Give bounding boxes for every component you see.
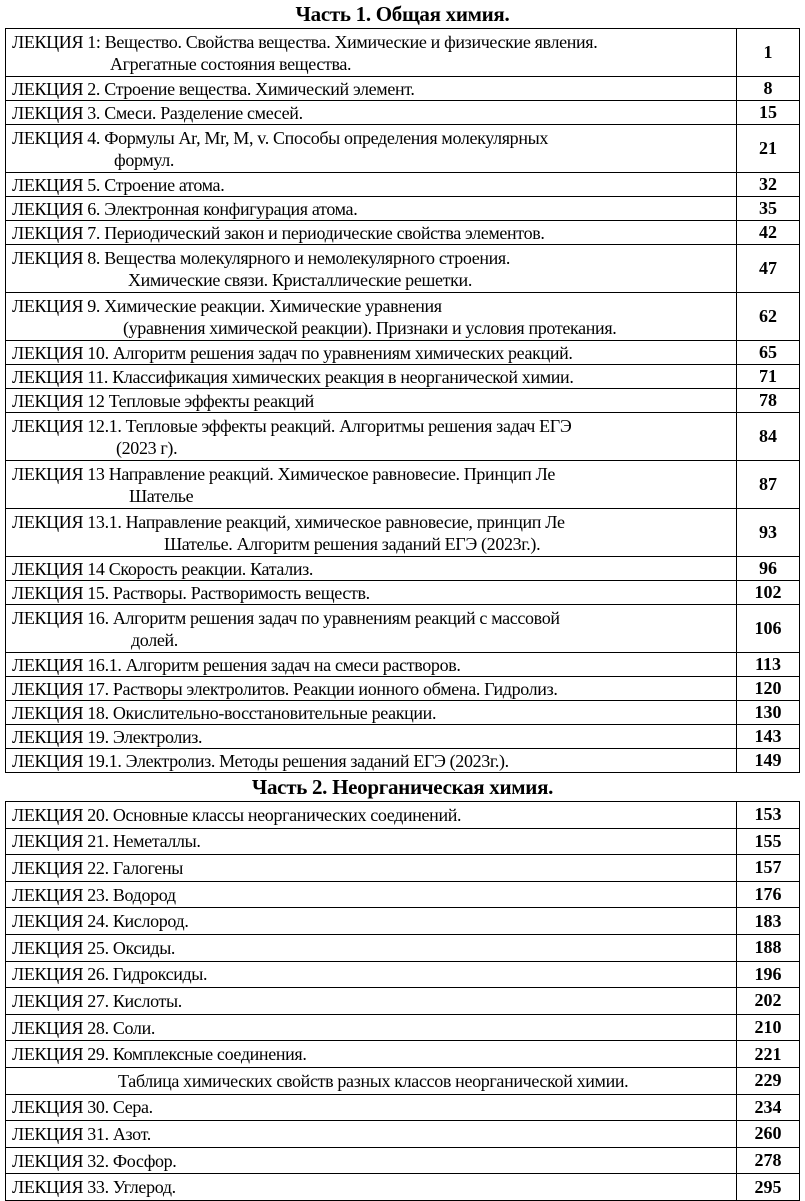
toc-row[interactable] bbox=[6, 341, 800, 365]
toc-row[interactable] bbox=[6, 461, 800, 509]
entry-title-line: ЛЕКЦИЯ 2. Строение вещества. Химический элемент. bbox=[12, 78, 415, 99]
page-number: 65 bbox=[737, 341, 800, 365]
entry-title-line: ЛЕКЦИЯ 21. Неметаллы. bbox=[12, 831, 201, 852]
toc-row[interactable] bbox=[6, 77, 800, 101]
toc-row[interactable] bbox=[6, 701, 800, 725]
toc-row[interactable] bbox=[6, 1147, 800, 1174]
entry-title-line: ЛЕКЦИЯ 7. Периодический закон и периодические свойства элементов. bbox=[12, 222, 545, 243]
page-number: 42 bbox=[737, 221, 800, 245]
toc-entry-title bbox=[6, 855, 737, 882]
toc-entry-title bbox=[6, 1121, 737, 1148]
toc-entry-title bbox=[6, 653, 737, 677]
section-title: Часть 1. Общая химия. bbox=[295, 2, 510, 26]
toc-row[interactable] bbox=[6, 1121, 800, 1148]
toc-row[interactable] bbox=[6, 828, 800, 855]
toc-table bbox=[5, 28, 800, 773]
entry-title-line: ЛЕКЦИЯ 4. Формулы Ar, Mr, M, v. Способы определения молекулярных bbox=[12, 127, 549, 148]
toc-row[interactable] bbox=[6, 749, 800, 773]
toc-entry-title bbox=[6, 1147, 737, 1174]
page-number: 143 bbox=[737, 725, 800, 749]
toc-entry-title bbox=[6, 1094, 737, 1121]
toc-row[interactable] bbox=[6, 557, 800, 581]
page-number: 96 bbox=[737, 557, 800, 581]
entry-title-line: ЛЕКЦИЯ 18. Окислительно-восстановительные реакции. bbox=[12, 702, 437, 723]
toc-entry-title bbox=[6, 934, 737, 961]
entry-title-line: ЛЕКЦИЯ 14 Скорость реакции. Катализ. bbox=[12, 558, 314, 579]
toc-entry-title bbox=[6, 365, 737, 389]
toc-entry-title bbox=[6, 389, 737, 413]
entry-title-line: ЛЕКЦИЯ 27. Кислоты. bbox=[12, 990, 182, 1011]
page-number: 113 bbox=[737, 653, 800, 677]
entry-title-line: ЛЕКЦИЯ 3. Смеси. Разделение смесей. bbox=[12, 102, 303, 123]
entry-title-line: ЛЕКЦИЯ 25. Оксиды. bbox=[12, 937, 176, 958]
toc-entry-title bbox=[6, 828, 737, 855]
entry-title-continuation: долей. bbox=[131, 629, 178, 650]
toc-row[interactable] bbox=[6, 908, 800, 935]
toc-table bbox=[5, 801, 800, 1201]
toc-row[interactable] bbox=[6, 221, 800, 245]
toc-entry-title bbox=[6, 701, 737, 725]
entry-title-continuation: Шателье. Алгоритм решения заданий ЕГЭ (2023г.). bbox=[164, 533, 541, 554]
page-number: 221 bbox=[737, 1041, 800, 1068]
toc-row[interactable] bbox=[6, 29, 800, 77]
toc-row[interactable] bbox=[6, 653, 800, 677]
entry-title-line: ЛЕКЦИЯ 1: Вещество. Свойства вещества. Химические и физические явления. bbox=[12, 31, 598, 52]
entry-title-line: ЛЕКЦИЯ 15. Растворы. Растворимость веществ. bbox=[12, 582, 370, 603]
page-number: 47 bbox=[737, 245, 800, 293]
toc-entry-title bbox=[6, 77, 737, 101]
toc-row[interactable] bbox=[6, 293, 800, 341]
toc-row[interactable] bbox=[6, 389, 800, 413]
entry-title-line: ЛЕКЦИЯ 12.1. Тепловые эффекты реакций. Алгоритмы решения задач ЕГЭ bbox=[12, 415, 572, 436]
entry-title-continuation: (2023 г). bbox=[116, 437, 178, 458]
page-number: 62 bbox=[737, 293, 800, 341]
toc-row[interactable] bbox=[6, 1174, 800, 1201]
toc-entry-title bbox=[6, 725, 737, 749]
toc-entry-title bbox=[6, 802, 737, 829]
entry-title-line: ЛЕКЦИЯ 23. Водород bbox=[12, 884, 176, 905]
page-number: 93 bbox=[737, 509, 800, 557]
entry-title-line: ЛЕКЦИЯ 20. Основные классы неорганических соединений. bbox=[12, 804, 462, 825]
entry-title-line: ЛЕКЦИЯ 19. Электролиз. bbox=[12, 726, 203, 747]
page-number: 188 bbox=[737, 934, 800, 961]
toc-entry-title bbox=[6, 125, 737, 173]
page-number: 210 bbox=[737, 1014, 800, 1041]
toc-entry-title bbox=[6, 341, 737, 365]
entry-title-line: ЛЕКЦИЯ 12 Тепловые эффекты реакций bbox=[12, 390, 314, 411]
entry-title-line: ЛЕКЦИЯ 33. Углерод. bbox=[12, 1177, 176, 1198]
entry-title-line: ЛЕКЦИЯ 16. Алгоритм решения задач по уравнениям реакций с массовой bbox=[12, 607, 560, 628]
entry-title-line: Таблица химических свойств разных классов неорганической химии. bbox=[118, 1070, 629, 1091]
toc-entry-title bbox=[6, 173, 737, 197]
entry-title-line: ЛЕКЦИЯ 24. Кислород. bbox=[12, 911, 189, 932]
toc-row[interactable] bbox=[6, 988, 800, 1015]
entry-title-line: ЛЕКЦИЯ 6. Электронная конфигурация атома. bbox=[12, 198, 358, 219]
page-number: 84 bbox=[737, 413, 800, 461]
page-number: 102 bbox=[737, 581, 800, 605]
toc-entry-title bbox=[6, 881, 737, 908]
toc-row[interactable] bbox=[6, 605, 800, 653]
toc-row[interactable] bbox=[6, 961, 800, 988]
toc-entry-title bbox=[6, 1174, 737, 1201]
page-number: 234 bbox=[737, 1094, 800, 1121]
toc-row[interactable] bbox=[6, 725, 800, 749]
toc-entry-title bbox=[6, 677, 737, 701]
toc-entry-title bbox=[6, 749, 737, 773]
entry-title-line: ЛЕКЦИЯ 28. Соли. bbox=[12, 1017, 155, 1038]
page-number: 21 bbox=[737, 125, 800, 173]
page-number: 202 bbox=[737, 988, 800, 1015]
entry-title-line: ЛЕКЦИЯ 29. Комплексные соединения. bbox=[12, 1044, 307, 1065]
toc-entry-title bbox=[6, 557, 737, 581]
page-number: 153 bbox=[737, 802, 800, 829]
toc-entry-title bbox=[6, 245, 737, 293]
toc-row[interactable] bbox=[6, 173, 800, 197]
page-number: 1 bbox=[737, 29, 800, 77]
toc-entry-title bbox=[6, 221, 737, 245]
toc-row[interactable] bbox=[6, 1041, 800, 1068]
toc-row[interactable] bbox=[6, 677, 800, 701]
page-number: 260 bbox=[737, 1121, 800, 1148]
entry-title-line: ЛЕКЦИЯ 9. Химические реакции. Химические уравнения bbox=[12, 295, 442, 316]
toc-row[interactable] bbox=[6, 934, 800, 961]
toc-entry-title bbox=[6, 961, 737, 988]
toc-row[interactable] bbox=[6, 881, 800, 908]
toc-row[interactable] bbox=[6, 802, 800, 829]
page-number: 71 bbox=[737, 365, 800, 389]
toc-row[interactable] bbox=[6, 197, 800, 221]
toc-entry-title bbox=[6, 293, 737, 341]
entry-title-line: ЛЕКЦИЯ 30. Сера. bbox=[12, 1097, 153, 1118]
entry-title-continuation: Агрегатные состояния вещества. bbox=[110, 53, 352, 74]
toc-entry-title bbox=[6, 988, 737, 1015]
page-number: 149 bbox=[737, 749, 800, 773]
toc-row[interactable] bbox=[6, 413, 800, 461]
page-number: 229 bbox=[737, 1067, 800, 1094]
toc-entry-title bbox=[6, 581, 737, 605]
toc-row[interactable] bbox=[6, 365, 800, 389]
page-number: 155 bbox=[737, 828, 800, 855]
toc-row[interactable] bbox=[6, 581, 800, 605]
page-number: 196 bbox=[737, 961, 800, 988]
toc-row[interactable] bbox=[6, 125, 800, 173]
page-number: 157 bbox=[737, 855, 800, 882]
toc-entry-title bbox=[6, 1014, 737, 1041]
toc-row[interactable] bbox=[6, 509, 800, 557]
page-number: 35 bbox=[737, 197, 800, 221]
toc-row[interactable] bbox=[6, 855, 800, 882]
toc-entry-title bbox=[6, 605, 737, 653]
toc-entry-title bbox=[6, 1067, 737, 1094]
page-number: 130 bbox=[737, 701, 800, 725]
entry-title-line: ЛЕКЦИЯ 11. Классификация химических реакция в неорганической химии. bbox=[12, 366, 574, 387]
entry-title-line: ЛЕКЦИЯ 16.1. Алгоритм решения задач на смеси растворов. bbox=[12, 654, 461, 675]
toc-entry-title bbox=[6, 908, 737, 935]
toc-entry-title bbox=[6, 29, 737, 77]
entry-title-line: ЛЕКЦИЯ 17. Растворы электролитов. Реакции ионного обмена. Гидролиз. bbox=[12, 678, 558, 699]
page-number: 176 bbox=[737, 881, 800, 908]
entry-title-line: ЛЕКЦИЯ 31. Азот. bbox=[12, 1123, 151, 1144]
page-number: 8 bbox=[737, 77, 800, 101]
toc-row[interactable] bbox=[6, 1094, 800, 1121]
page-number: 32 bbox=[737, 173, 800, 197]
toc-entry-title bbox=[6, 197, 737, 221]
page-number: 106 bbox=[737, 605, 800, 653]
entry-title-continuation: Химические связи. Кристаллические решетки. bbox=[128, 269, 472, 290]
toc-row[interactable] bbox=[6, 1067, 800, 1094]
page-number: 15 bbox=[737, 101, 800, 125]
page-number: 87 bbox=[737, 461, 800, 509]
toc-entry-title bbox=[6, 509, 737, 557]
entry-title-line: ЛЕКЦИЯ 32. Фосфор. bbox=[12, 1150, 177, 1171]
toc-row[interactable] bbox=[6, 101, 800, 125]
page-number: 120 bbox=[737, 677, 800, 701]
toc-row[interactable] bbox=[6, 245, 800, 293]
entry-title-line: ЛЕКЦИЯ 13 Направление реакций. Химическое равновесие. Принцип Ле bbox=[12, 463, 555, 484]
section-title: Часть 2. Неорганическая химия. bbox=[251, 775, 554, 799]
entry-title-continuation: (уравнения химической реакции). Признаки и условия протекания. bbox=[123, 317, 617, 338]
entry-title-continuation: Шателье bbox=[129, 485, 194, 506]
page-number: 78 bbox=[737, 389, 800, 413]
toc-entry-title bbox=[6, 101, 737, 125]
entry-title-line: ЛЕКЦИЯ 10. Алгоритм решения задач по уравнениям химических реакций. bbox=[12, 342, 573, 363]
entry-title-line: ЛЕКЦИЯ 19.1. Электролиз. Методы решения заданий ЕГЭ (2023г.). bbox=[12, 750, 509, 771]
page-number: 278 bbox=[737, 1147, 800, 1174]
toc-entry-title bbox=[6, 1041, 737, 1068]
toc-entry-title bbox=[6, 413, 737, 461]
entry-title-line: ЛЕКЦИЯ 22. Галогены bbox=[12, 857, 184, 878]
page-number: 183 bbox=[737, 908, 800, 935]
toc-row[interactable] bbox=[6, 1014, 800, 1041]
entry-title-line: ЛЕКЦИЯ 5. Строение атома. bbox=[12, 174, 225, 195]
entry-title-line: ЛЕКЦИЯ 26. Гидроксиды. bbox=[12, 964, 208, 985]
entry-title-line: ЛЕКЦИЯ 8. Вещества молекулярного и немолекулярного строения. bbox=[12, 247, 511, 268]
page-number: 295 bbox=[737, 1174, 800, 1201]
entry-title-continuation: формул. bbox=[114, 149, 175, 170]
toc-entry-title bbox=[6, 461, 737, 509]
entry-title-line: ЛЕКЦИЯ 13.1. Направление реакций, химическое равновесие, принцип Ле bbox=[12, 511, 565, 532]
